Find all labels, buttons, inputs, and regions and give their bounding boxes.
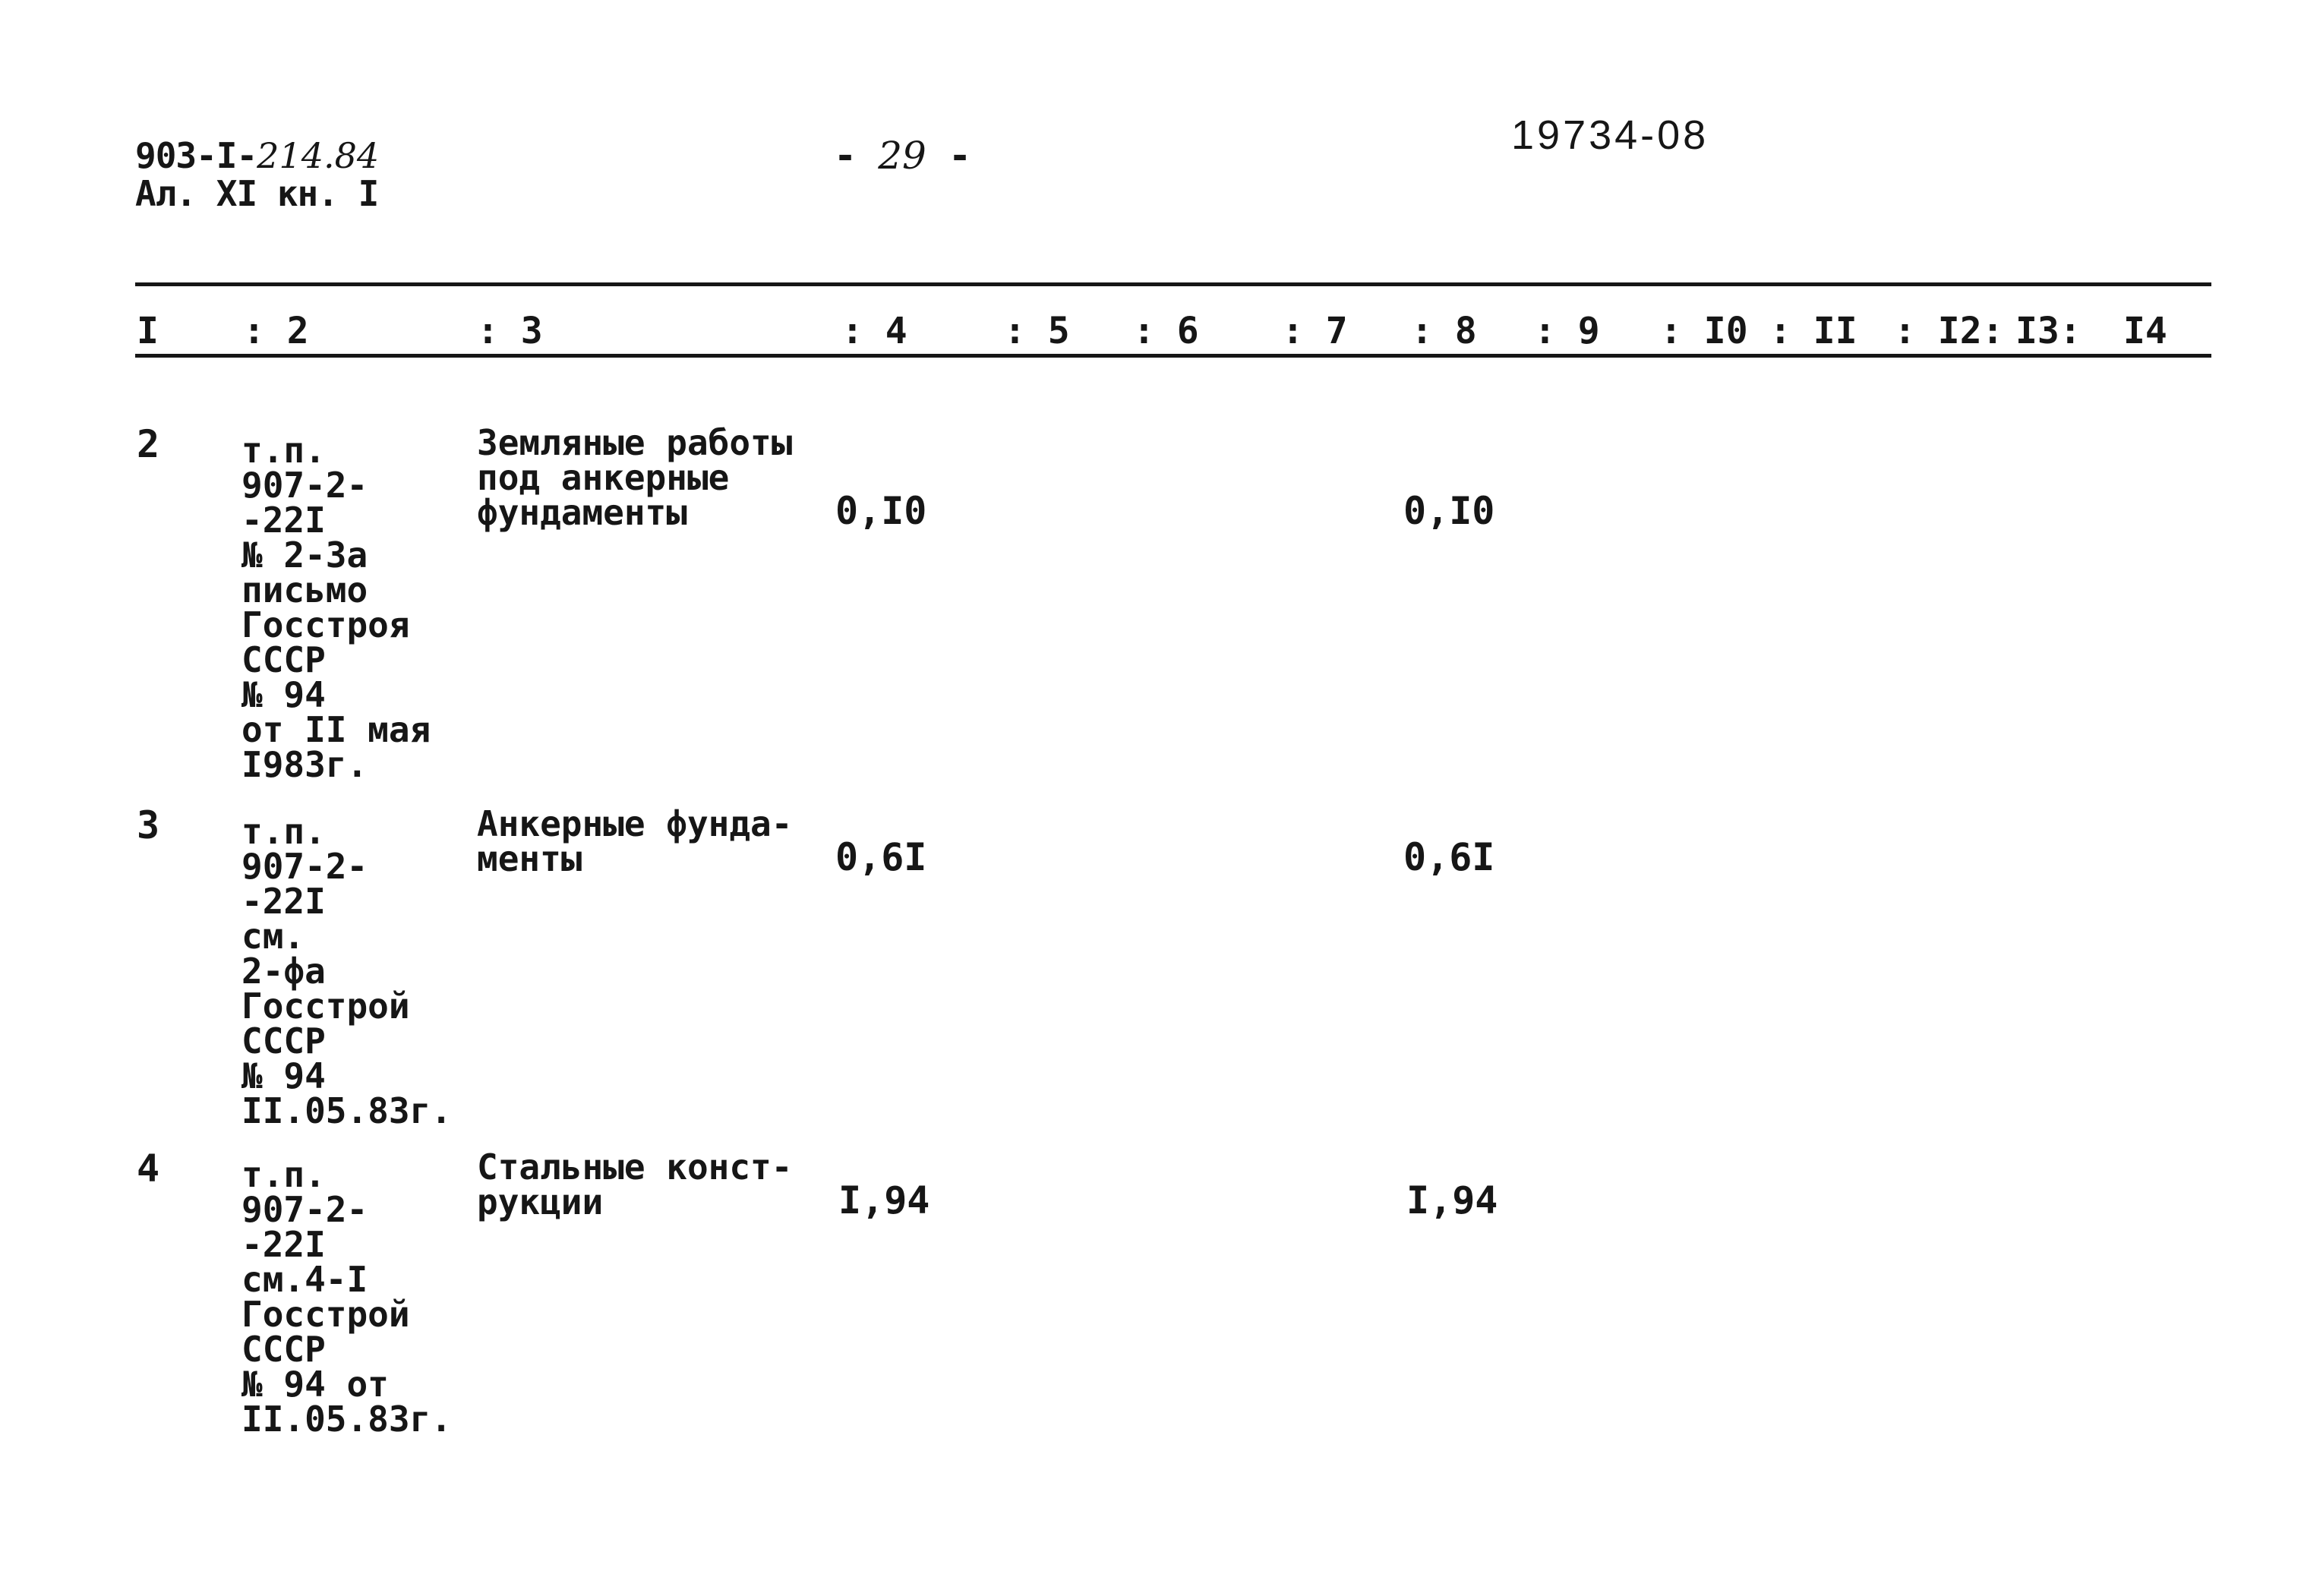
column-header-1: I: [137, 310, 159, 352]
column-header-6: : 6: [1133, 310, 1199, 352]
row-value-col4: 0,I0: [835, 489, 927, 533]
column-header-2: : 2: [243, 310, 309, 352]
page-number-suffix: -: [926, 134, 971, 178]
row-work-name: Земляные работы под анкерные фундаменты: [477, 422, 793, 533]
row-value-col8: 0,I0: [1403, 489, 1495, 533]
album-line: Ал. XI кн. I: [135, 173, 379, 214]
column-header-7: : 7: [1282, 310, 1348, 352]
column-header-5: : 5: [1004, 310, 1070, 352]
document-code-prefix: 903-I-: [135, 135, 257, 176]
row-reference: т.п. 907-2- -22I см. 2-фа Госстрой СССР № 94 II.05.83г.: [241, 811, 452, 1131]
column-header-13: I3:: [2015, 310, 2082, 352]
column-header-3: : 3: [477, 310, 543, 352]
row-value-col8: 0,6I: [1403, 835, 1495, 879]
row-value-col4: I,94: [838, 1178, 930, 1222]
page-number-prefix: -: [834, 134, 879, 178]
column-header-8: : 8: [1411, 310, 1477, 352]
column-header-4: : 4: [841, 310, 907, 352]
column-header-9: : 9: [1534, 310, 1600, 352]
row-number: 2: [137, 422, 160, 466]
table-top-rule: [135, 282, 2211, 286]
stamp-number: 19734-08: [1511, 112, 1709, 158]
document-code-handwritten: 214.84: [257, 135, 380, 176]
row-number: 4: [137, 1147, 160, 1191]
table-header-rule: [135, 354, 2211, 358]
page-number-handwritten: 29: [878, 134, 926, 178]
page-number: [834, 134, 971, 178]
row-value-col4: 0,6I: [835, 835, 927, 879]
column-header-14: I4: [2123, 310, 2167, 352]
row-work-name: Стальные конст- рукции: [477, 1147, 793, 1222]
row-number: 3: [137, 803, 160, 847]
row-value-col8: I,94: [1406, 1178, 1498, 1222]
column-header-11: : II: [1769, 310, 1857, 352]
row-reference: т.п. 907-2- -22I см.4-I Госстрой СССР № 94 от II.05.83г.: [241, 1154, 452, 1440]
row-work-name: Анкерные фунда- менты: [477, 803, 793, 879]
row-reference: т.п. 907-2- -22I № 2-3а письмо Госстроя СССР № 94 от II мая I983г.: [241, 430, 431, 785]
column-header-12: : I2:: [1894, 310, 2004, 352]
document-code: [135, 137, 379, 175]
column-header-10: : I0: [1660, 310, 1748, 352]
